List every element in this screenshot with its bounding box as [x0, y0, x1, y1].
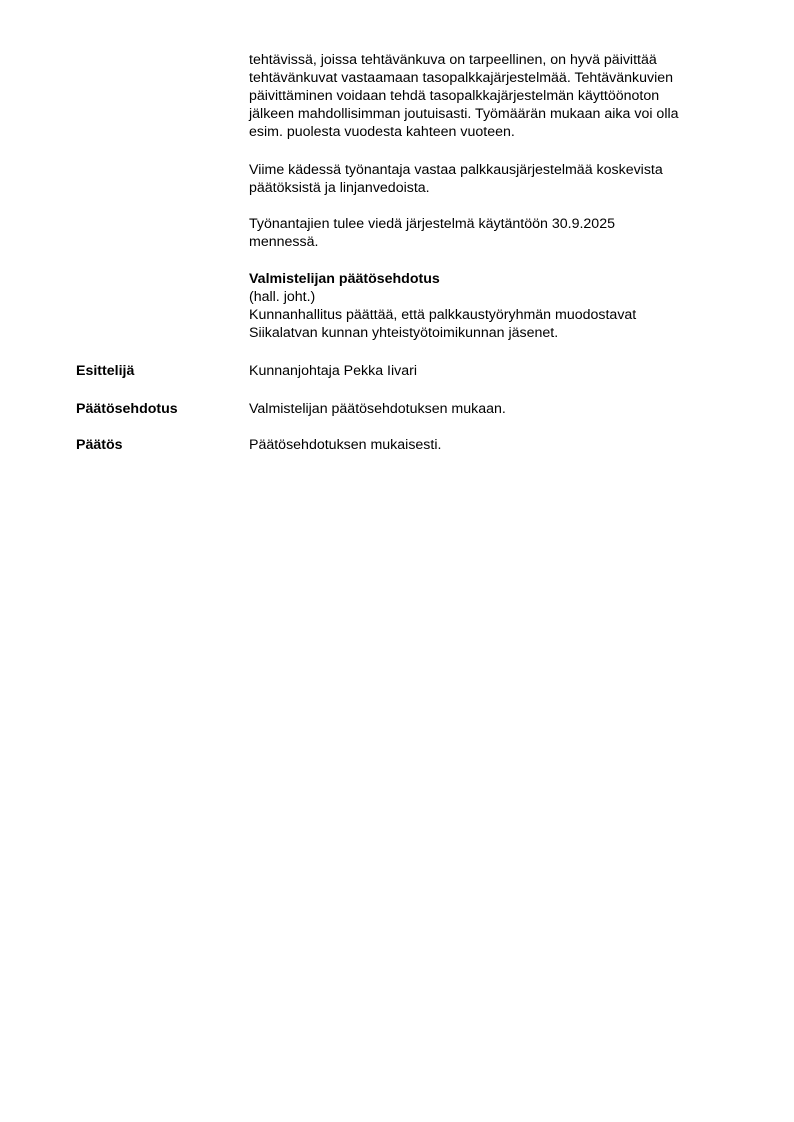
intro-line: tehtävissä, joissa tehtävänkuva on tarpeellinen, on hyvä päivittää — [249, 52, 657, 68]
intro-paragraph — [249, 51, 749, 141]
field-label-decision: Päätös — [76, 437, 123, 453]
proposal-subheading: (hall. joht.) — [249, 289, 316, 305]
intro-line: tehtävänkuvat vastaamaan tasopalkkajärjestelmää. Tehtävänkuvien — [249, 70, 674, 86]
intro-line: jälkeen mahdollisimman joutuisasti. Työmäärän mukaan aika voi olla — [249, 106, 679, 122]
field-value-decision: Päätösehdotuksen mukaisesti. — [249, 437, 442, 453]
deadline-line: Työnantajien tulee viedä järjestelmä käytäntöön 30.9.2025 — [249, 216, 615, 232]
field-value-presenter: Kunnanjohtaja Pekka Iivari — [249, 363, 417, 379]
proposal-text-line: Kunnanhallitus päättää, että palkkaustyöryhmän muodostavat — [249, 307, 637, 323]
intro-line: päivittäminen voidaan tehdä tasopalkkajärjestelmän käyttöönoton — [249, 88, 660, 104]
proposal-heading: Valmistelijan päätösehdotus — [249, 271, 440, 287]
field-label-presenter: Esittelijä — [76, 363, 135, 379]
field-value-decision-proposal: Valmistelijan päätösehdotuksen mukaan. — [249, 401, 506, 417]
responsibility-paragraph — [249, 161, 749, 197]
proposal-text-line: Siikalatvan kunnan yhteistyötoimikunnan jäsenet. — [249, 325, 559, 341]
intro-line: esim. puolesta vuodesta kahteen vuoteen. — [249, 124, 515, 140]
proposal-section — [249, 270, 749, 342]
deadline-line: mennessä. — [249, 234, 319, 250]
responsibility-line: päätöksistä ja linjanvedoista. — [249, 180, 430, 196]
responsibility-line: Viime kädessä työnantaja vastaa palkkausjärjestelmää koskevista — [249, 162, 663, 178]
deadline-paragraph — [249, 215, 749, 251]
field-label-decision-proposal: Päätösehdotus — [76, 401, 178, 417]
